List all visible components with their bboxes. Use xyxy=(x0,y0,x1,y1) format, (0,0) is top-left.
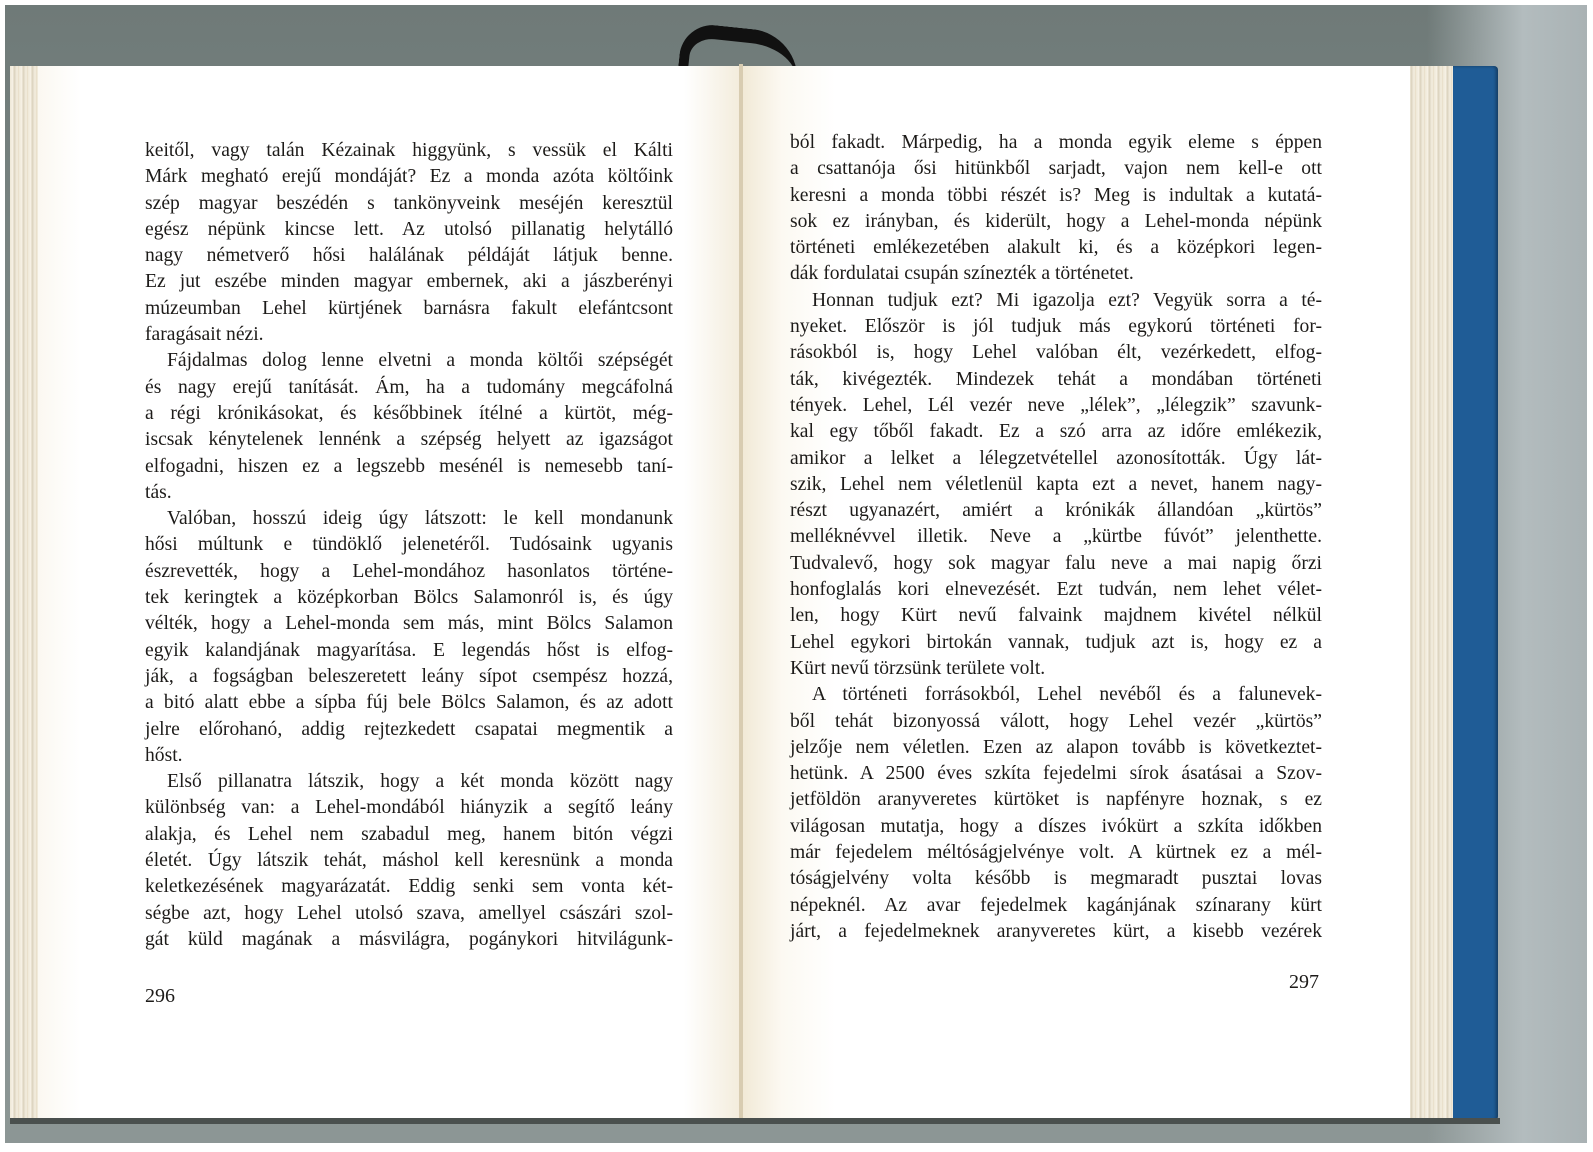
text-line: Kürt nevű törzsünk területe volt. xyxy=(790,657,1046,679)
text-line: A történeti forrásokból, Lehel nevéből és a falunevek- xyxy=(812,684,1322,706)
text-line: életét. Úgy látszik tehát, máshol kell keresnünk a monda xyxy=(145,850,673,872)
text-line: hetünk. A 2500 éves szkíta fejedelmi sírok ásatásai a Szov- xyxy=(790,763,1322,785)
text-line: gát küld magának a másvilágra, pogánykori hitvilágunk- xyxy=(145,928,673,950)
text-line: vélték, hogy a Lehel-monda sem más, mint Bölcs Salamon xyxy=(145,613,673,635)
text-line: népeknél. Az avar fejedelmek kagánjának színarany kürt xyxy=(790,894,1322,916)
text-line: ségbe azt, hogy Lehel utolsó szava, amellyel császári szol- xyxy=(145,902,673,924)
text-line: részt ugyanazért, amiért a krónikák állandóan „kürtös” xyxy=(790,500,1322,522)
text-line: kal egy tőből fakadt. Ez a szó arra az időre emlékezik, xyxy=(790,421,1322,443)
text-line: melléknévvel illetik. Neve a „kürtbe fúvót” jelenthette. xyxy=(790,526,1322,548)
text-line: len, hogy Kürt nevű falvaink majdnem kivétel nélkül xyxy=(790,605,1322,627)
page-edges-right xyxy=(1407,66,1453,1118)
text-line: dák fordulatai csupán színezték a történetet. xyxy=(790,263,1134,285)
text-line: járt, a fejedelmeknek aranyveretes kürt, a kisebb vezérek xyxy=(790,920,1322,942)
text-line: egész népünk kincse lett. Az utolsó pillanatig helytálló xyxy=(145,218,673,240)
page-number-right: 297 xyxy=(1289,971,1319,993)
text-line: Tudvalevő, hogy sok magyar falu neve a mai napig őrzi xyxy=(790,552,1322,574)
page-number-left: 296 xyxy=(145,985,175,1007)
text-line: ból fakadt. Márpedig, ha a monda egyik eleme s éppen xyxy=(790,132,1322,153)
text-line: történeti emlékezetében alakult ki, és a középkori legen- xyxy=(790,237,1322,259)
text-line: a csattanója ősi hitünkből sarjadt, vajon nem kell-e ott xyxy=(790,158,1322,180)
text-line: világosan mutatja, hogy a díszes ivókürt a szkíta időkben xyxy=(790,815,1322,837)
text-line: jetföldön aranyveretes kürtöket is napfényre hoznak, s ez xyxy=(790,789,1322,811)
text-line: múzeumban Lehel kürtjének barnásra fakult elefántcsont xyxy=(145,297,673,319)
text-line: faragásait nézi. xyxy=(145,324,264,346)
text-line: keitől, vagy talán Kézainak higgyünk, s vessük el Kálti xyxy=(145,140,673,161)
text-line: ták, kivégezték. Mindezek tehát a mondában történeti xyxy=(790,368,1322,390)
text-line: szép magyar beszédén s tankönyveink meséjén keresztül xyxy=(145,192,673,214)
text-line: amikor a lelket a lélegzetvétellel azonosították. Úgy lát- xyxy=(790,447,1322,469)
book-bottom-edge xyxy=(10,1118,1500,1124)
text-line: sok ez irányban, és kiderült, hogy a Lehel-monda népünk xyxy=(790,210,1322,232)
text-line: rásokból is, hogy Lehel valóban élt, vezérkedett, elfog- xyxy=(790,342,1322,364)
text-line: nagy németverő hősi halálának példáját látjuk benne. xyxy=(145,245,673,267)
text-line: tek keringtek a középkorban Bölcs Salamonról is, és úgy xyxy=(145,587,673,609)
text-line: Honnan tudjuk ezt? Mi igazolja ezt? Vegyük sorra a té- xyxy=(812,289,1322,311)
text-line: alakja, és Lehel nem szabadul meg, hanem bitón végzi xyxy=(145,823,673,845)
text-line: tények. Lehel, Lél vezér neve „lélek”, „lélegzik” szavunk- xyxy=(790,394,1322,416)
text-line: és nagy erejű tanítását. Ám, ha a tudomány megcáfolná xyxy=(145,376,673,398)
text-line: a bitó alatt ebbe a sípba fúj bele Bölcs Salamon, és az adott xyxy=(145,692,673,714)
text-line: iscsak kénytelenek lennénk a szépség helyett az igazságot xyxy=(145,429,673,451)
text-line: szik, Lehel nem véletlenül kapta ezt a nevet, hanem nagy- xyxy=(790,473,1322,495)
text-line: Valóban, hosszú ideig úgy látszott: le kell mondanunk xyxy=(167,508,673,530)
text-line: nyeket. Először is jól tudjuk más egykorú történeti for- xyxy=(790,316,1322,338)
page-edges-left xyxy=(10,66,38,1118)
book-gutter xyxy=(739,64,743,1118)
text-line: a régi krónikásokat, és későbbinek ítélné a kürtöt, még- xyxy=(145,402,673,424)
text-line: ből tehát bizonyossá válott, hogy Lehel vezér „kürtös” xyxy=(790,710,1322,732)
text-line: tás. xyxy=(145,481,172,503)
text-line: már fejedelem méltóságjelvénye volt. A kürtnek ez a mél- xyxy=(790,842,1322,864)
text-line: egyik kalandjának magyarítása. E legendás hőst is elfog- xyxy=(145,639,673,661)
text-line: különbség van: a Lehel-mondából hiányzik a segítő leány xyxy=(145,797,673,819)
text-line: jelre előrohanó, addig rejtezkedett csapatai megmentik a xyxy=(145,718,673,740)
text-line: jelzője nem véletlen. Ezen az alapon tovább is következtet- xyxy=(790,736,1322,758)
text-line: észrevették, hogy a Lehel-mondához hasonlatos történe- xyxy=(145,560,673,582)
text-line: Fájdalmas dolog lenne elvetni a monda költői szépségét xyxy=(167,350,673,372)
text-line: tóságjelvény volta később is megmaradt pusztai lovas xyxy=(790,868,1322,890)
text-line: hőst. xyxy=(145,744,183,766)
text-line: Első pillanatra látszik, hogy a két monda között nagy xyxy=(167,771,673,793)
text-line: ják, a fogságban beleszeretett leány sípot csempész hozzá, xyxy=(145,665,673,687)
text-line: Márk megható erejű mondáját? Ez a monda azóta költőink xyxy=(145,166,673,188)
text-line: keresni a monda többi részét is? Meg is indultak a kutatá- xyxy=(790,184,1322,206)
text-line: Lehel egykori birtokán vannak, tudjuk azt is, hogy ez a xyxy=(790,631,1322,653)
text-line: honfoglalás kori elnevezését. Ezt tudván, nem lehet vélet- xyxy=(790,579,1322,601)
text-line: elfogadni, hiszen ez a legszebb mesénél is nemesebb taní- xyxy=(145,455,673,477)
right-page-text xyxy=(790,130,1322,945)
text-line: Ez jut eszébe minden magyar embernek, aki a jászberényi xyxy=(145,271,673,293)
left-page-text xyxy=(145,138,673,953)
text-line: keletkezésének magyarázatát. Eddig senki sem vonta két- xyxy=(145,876,673,898)
text-line: hősi múltunk e tündöklő jelenetéről. Tudósaink ugyanis xyxy=(145,534,673,556)
